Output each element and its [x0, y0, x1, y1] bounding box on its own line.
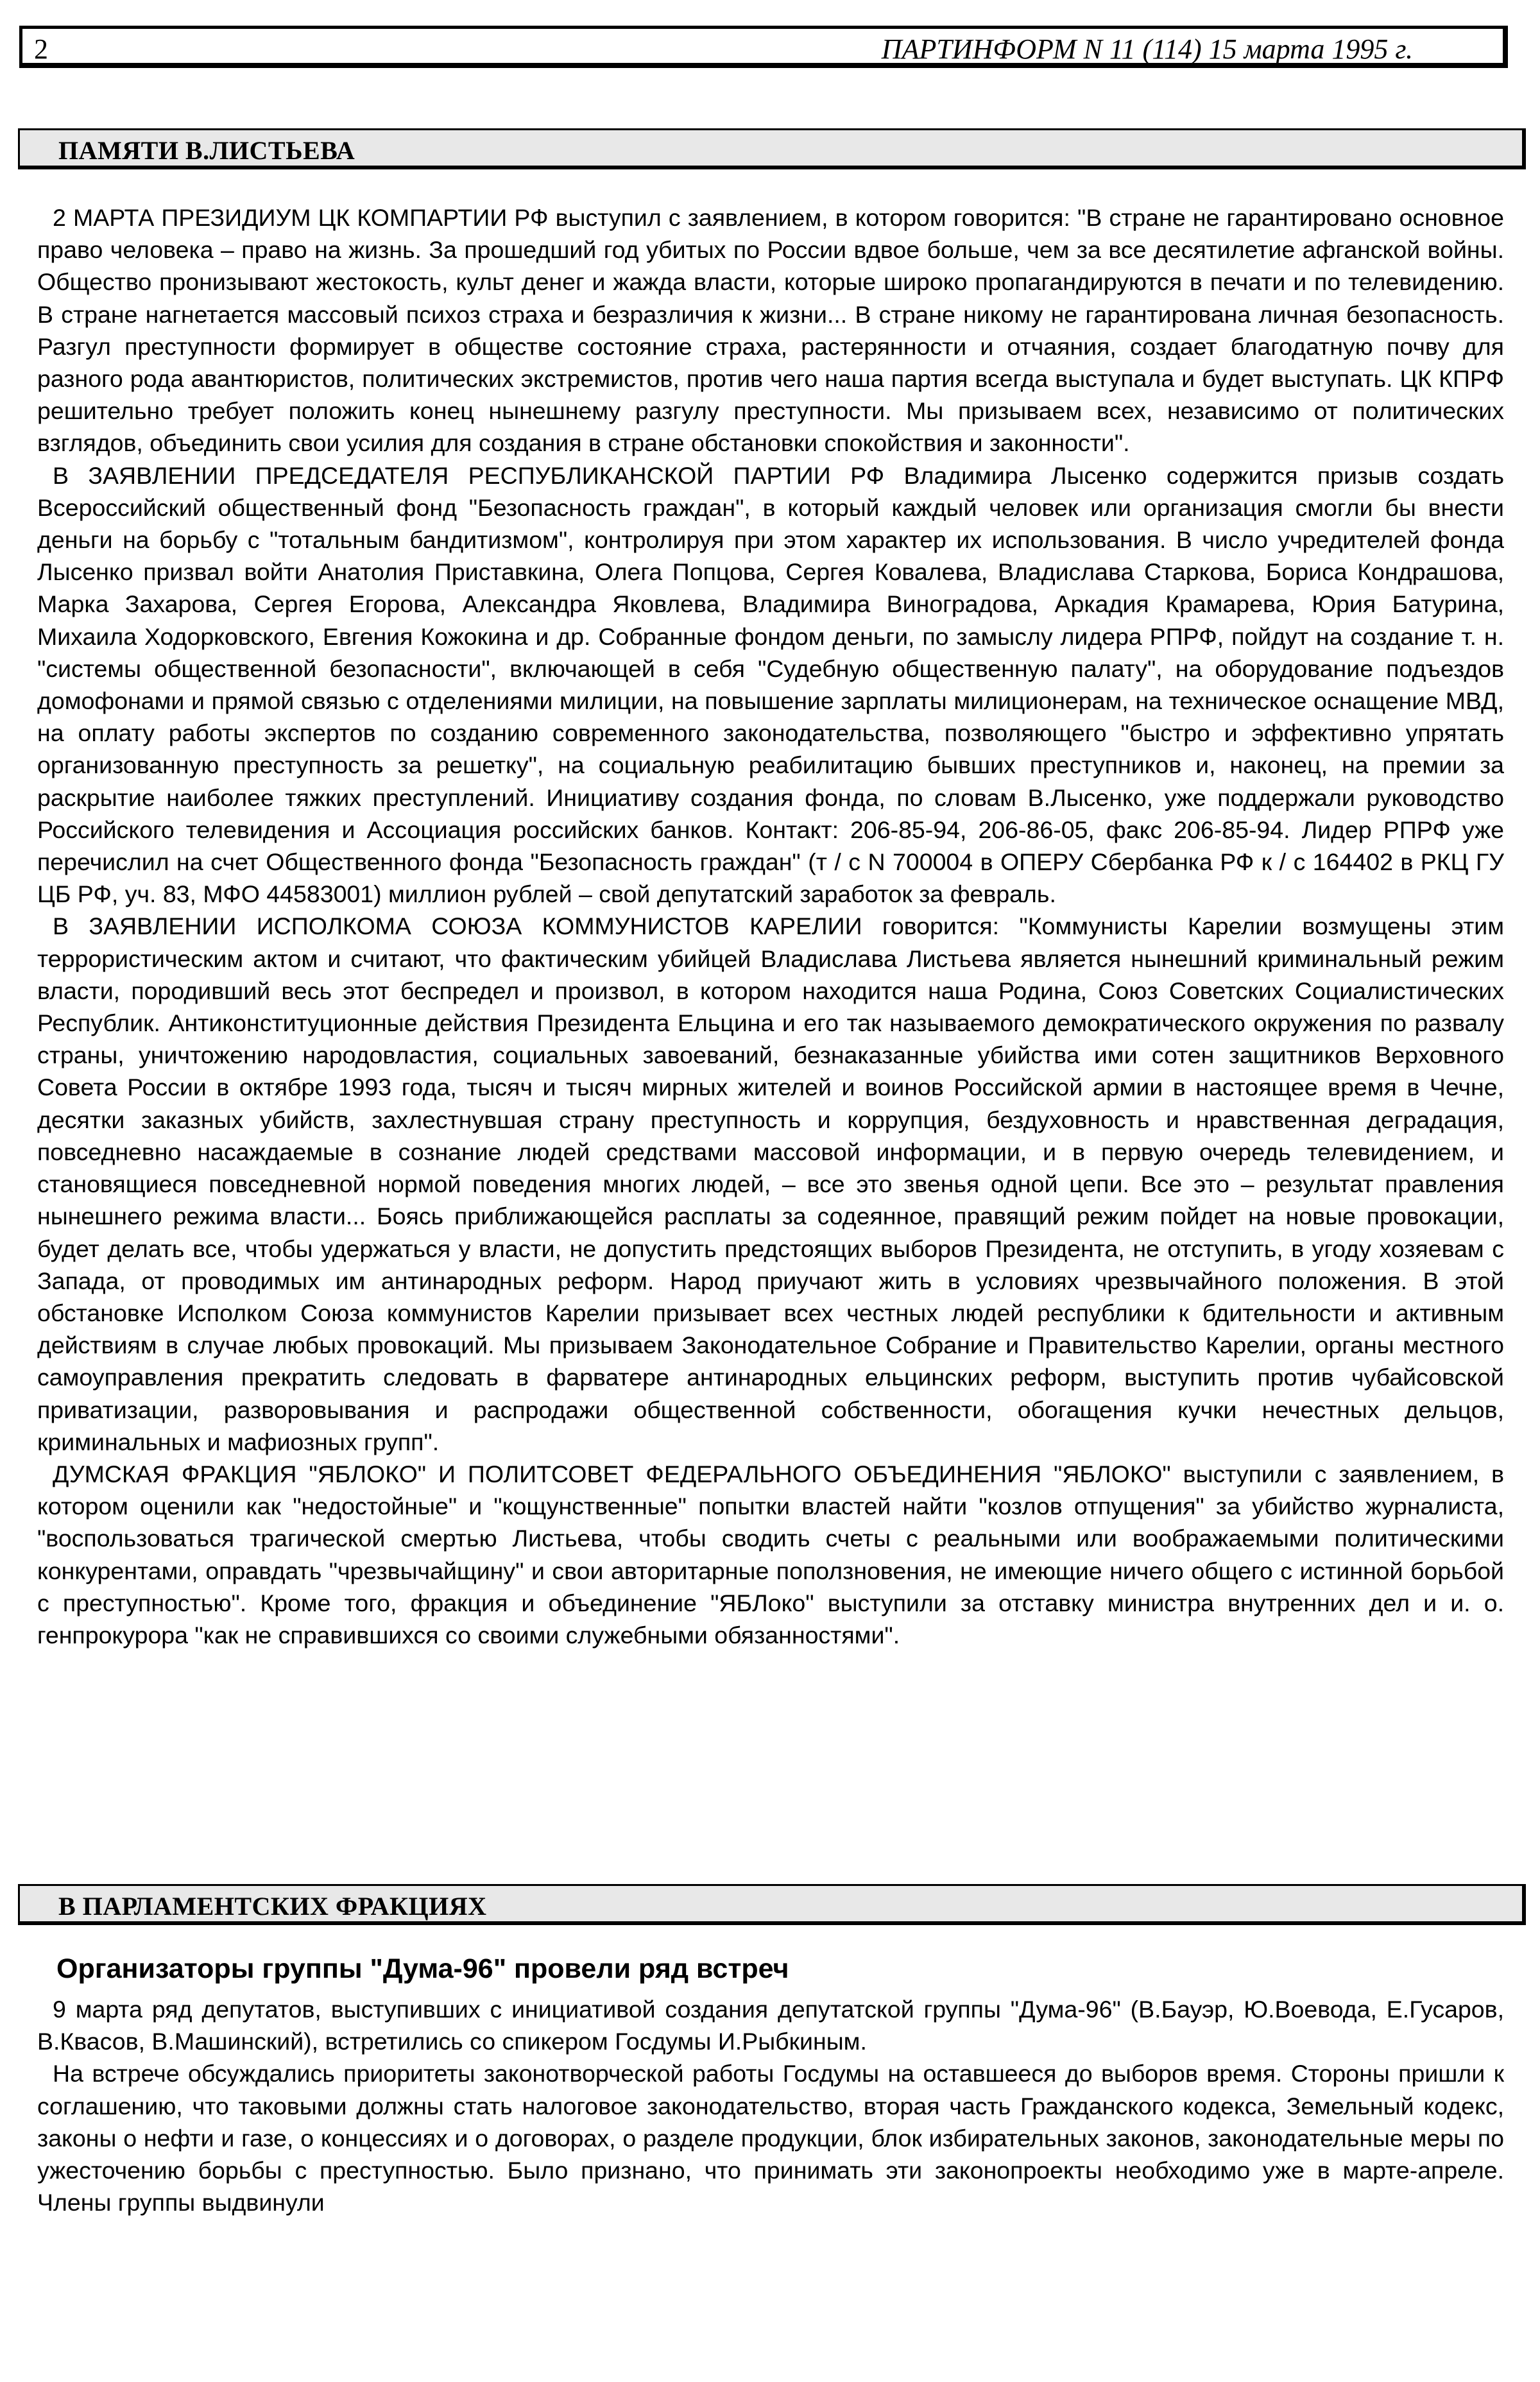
article-listyev	[37, 201, 1504, 1651]
article-duma-96	[37, 1993, 1504, 2218]
issue-line: ПАРТИНФОРМ N 11 (114) 15 марта 1995 г.	[881, 33, 1413, 65]
paragraph: ДУМСКАЯ ФРАКЦИЯ "ЯБЛОКО" И ПОЛИТСОВЕТ ФЕДЕРАЛЬНОГО ОБЪЕДИНЕНИЯ "ЯБЛОКО" выступили с заявлением, в котором оценили как "недостойные" и "кощунственные" попытки властей найти "козлов отпущения" за убийство журналиста, "воспользоваться трагической смертью Листьева, чтобы сводить счеты с реальными или воображаемыми политическими конкурентами, оправдать "чрезвычайщину" и свои авторитарные поползновения, не имеющие ничего общего с истинной борьбой с преступностью". Кроме того, фракция и объединение "ЯБЛоко" выступили за отставку министра внутренних дел и и. о. генпрокурора "как не справившихся со своими служебными обязанностями".	[37, 1460, 1504, 1649]
paragraph: В ЗАЯВЛЕНИИ ПРЕДСЕДАТЕЛЯ РЕСПУБЛИКАНСКОЙ ПАРТИИ РФ Владимира Лысенко содержится призыв создать Всероссийский общественный фонд "Безопасность граждан", в который каждый человек или организация смогли бы внести деньги на борьбу с "тотальным бандитизмом", контролируя при этом характер их использования. В число учредителей фонда Лысенко призвал войти Анатолия Приставкина, Олега Попцова, Сергея Ковалева, Владислава Старкова, Бориса Кондрашова, Марка Захарова, Сергея Егорова, Александра Яковлева, Владимира Виноградова, Аркадия Крамарева, Юрия Батурина, Михаила Ходорковского, Евгения Кожокина и др. Собранные фондом деньги, по замыслу лидера РПРФ, пойдут на создание т. н. "системы общественной безопасности", включающей в себя "Судебную общественную палату", на оборудование подъездов домофонами и прямой связью с отделениями милиции, на повышение зарплаты милиционерам, на техническое оснащение МВД, на оплату работы экспертов по созданию современного законодательства, позволяющего "быстро и эффективно упрятать организованную преступность за решетку", на социальную реабилитацию бывших преступников и, наконец, на премии за раскрытие наиболее тяжких преступлений. Инициативу создания фонда, по словам В.Лысенко, уже поддержали руководство Российского телевидения и Ассоциация российских банков. Контакт: 206-85-94, 206-86-05, факс 206-85-94. Лидер РПРФ уже перечислил на счет Общественного фонда "Безопасность граждан" (т / с N 700004 в ОПЕРУ Сбербанка РФ к / с 164402 в РКЦ ГУ ЦБ РФ, уч. 83, МФО 44583001) миллион рублей – свой депутатский заработок за февраль.	[37, 461, 1504, 908]
paragraph: 9 марта ряд депутатов, выступивших с инициативой создания депутатской группы "Дума-96" (В.Бауэр, Ю.Воевода, Е.Гусаров, В.Квасов, В.Машинский), встретились со спикером Госдумы И.Рыбкиным.	[37, 1996, 1504, 2055]
paragraph: 2 МАРТА ПРЕЗИДИУМ ЦК КОМПАРТИИ РФ выступил с заявлением, в котором говорится: "В стране не гарантировано основное право человека – право на жизнь. За прошедший год убитых по России вдвое больше, чем за все десятилетие афганской войны. Общество пронизывают жестокость, культ денег и жажда власти, которые широко пропагандируются в печати и по телевидению. В стране нагнетается массовый психоз страха и безразличия к жизни... В стране никому не гарантирована личная безопасность. Разгул преступности формирует в обществе состояние страха, растерянности и отчаяния, создает благодатную почву для разного рода авантюристов, политических экстремистов, против чего наша партия всегда выступала и будет выступать. ЦК КПРФ решительно требует положить конец нынешнему разгулу преступности. Мы призываем всех, независимо от политических взглядов, объединить свои усилия для создания в стране обстановки спокойствия и законности".	[37, 204, 1504, 457]
section-title: В ПАРЛАМЕНТСКИХ ФРАКЦИЯХ	[58, 1892, 487, 1921]
section-header-listyev	[18, 128, 1526, 169]
paragraph: На встрече обсуждались приоритеты законотворческой работы Госдумы на оставшееся до выборов время. Стороны пришли к соглашению, что таковыми должны стать налоговое законодательство, вторая часть Гражданского кодекса, Земельный кодекс, законы о нефти и газе, о концессиях и о договорах, о разделе продукции, блок избирательных законов, законодательные меры по ужесточению борьбы с преступностью. Было признано, что принимать эти законопроекты необходимо уже в марте-апреле. Члены группы выдвинули	[37, 2060, 1504, 2216]
section-header-factions	[18, 1884, 1526, 1925]
page-number: 2	[34, 33, 48, 65]
article-headline: Организаторы группы "Дума-96" провели ряд встреч	[56, 1953, 789, 1984]
section-title: ПАМЯТИ В.ЛИСТЬЕВА	[58, 136, 355, 165]
paragraph: В ЗАЯВЛЕНИИ ИСПОЛКОМА СОЮЗА КОММУНИСТОВ КАРЕЛИИ говорится: "Коммунисты Карелии возмущены этим террористическим актом и считают, что фактическим убийцей Владислава Листьева является нынешний криминальный режим власти, породивший весь этот беспредел и произвол, в котором находится наша Родина, Союз Советских Социалистических Республик. Антиконституционные действия Президента Ельцина и его так называемого демократического окружения по развалу страны, уничтожению народовластия, социальных завоеваний, безнаказанные убийства ими сотен защитников Верховного Совета России в октябре 1993 года, тысяч и тысяч мирных жителей и воинов Российской армии в настоящее время в Чечне, десятки заказных убийств, захлестнувшая страну преступность и коррупция, бездуховность и нравственная деградация, повседневно насаждаемые в сознание людей средствами массовой информации, и в первую очередь телевидением, и становящиеся повседневной нормой поведения многих людей, – все это звенья одной цепи. Все это – результат правления нынешнего режима власти... Боясь приближающейся расплаты за содеянное, правящий режим пойдет на новые провокации, будет делать все, чтобы удержаться у власти, не допустить предстоящих выборов Президента, не отступить, в угоду хозяевам с Запада, от проводимых им антинародных реформ. Народ приучают жить в условиях чрезвычайного положения. В этой обстановке Исполком Союза коммунистов Карелии призывает всех честных людей республики к бдительности и активным действиям в случае любых провокаций. Мы призываем Законодательное Собрание и Правительство Карелии, органы местного самоуправления прекратить следовать в фарватере антинародных ельцинских реформ, выступить против чубайсовской приватизации, разворовывания и распродажи общественной собственности, обогащения кучки нечестных дельцов, криминальных и мафиозных групп".	[37, 913, 1504, 1455]
page-header	[19, 26, 1508, 68]
